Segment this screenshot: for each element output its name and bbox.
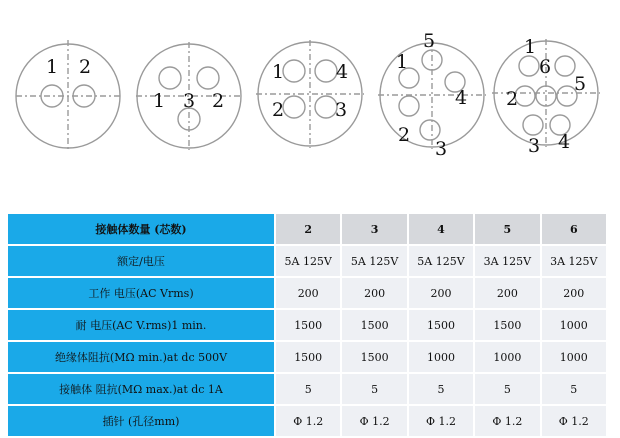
layout-4-pin-diagram	[256, 40, 364, 148]
table-cell: 3A 125V	[474, 245, 540, 277]
table-cell: 3A 125V	[541, 245, 607, 277]
table-cell: 200	[275, 277, 341, 309]
table-cell: 5	[341, 373, 407, 405]
table-cell: 200	[408, 277, 474, 309]
row-label: 工作 电压(AC Vrms)	[7, 277, 275, 309]
row-label: 插针 (孔径mm)	[7, 405, 275, 437]
header-label: 接触体数量 (芯数)	[7, 213, 275, 245]
pin-label: 2	[272, 99, 285, 121]
pin-label: 4	[558, 131, 571, 153]
header-cell: 4	[408, 213, 474, 245]
table-cell: 200	[341, 277, 407, 309]
table-cell: Φ 1.2	[408, 405, 474, 437]
table-row	[7, 405, 607, 437]
table-cell: 200	[541, 277, 607, 309]
table-header-row	[7, 213, 607, 245]
pin-label: 2	[79, 56, 92, 78]
connector-spec-table	[6, 212, 608, 438]
header-cell: 3	[341, 213, 407, 245]
pin-label: 1	[153, 90, 166, 112]
table-cell: 1000	[474, 341, 540, 373]
layout-5-pin-diagram	[378, 41, 486, 149]
pin-label: 1	[46, 56, 59, 78]
table-cell: 1500	[275, 341, 341, 373]
connector-layout-diagrams	[0, 0, 620, 200]
table-row	[7, 309, 607, 341]
pin-label: 6	[539, 56, 552, 78]
pin-label: 2	[212, 90, 225, 112]
pin-label: 1	[524, 36, 537, 58]
table-cell: 1000	[408, 341, 474, 373]
layout-2-pin-diagram	[16, 40, 120, 152]
table-cell: 1500	[474, 309, 540, 341]
row-label: 额定/电压	[7, 245, 275, 277]
header-cell: 5	[474, 213, 540, 245]
table-cell: Φ 1.2	[474, 405, 540, 437]
header-cell: 6	[541, 213, 607, 245]
table-cell: 5	[541, 373, 607, 405]
table-cell: Φ 1.2	[275, 405, 341, 437]
table-row	[7, 277, 607, 309]
table-cell: 1000	[541, 309, 607, 341]
pin-label: 3	[335, 99, 348, 121]
pin-label: 4	[455, 87, 468, 109]
table-cell: 1000	[541, 341, 607, 373]
table-cell: 1500	[275, 309, 341, 341]
table-cell: Φ 1.2	[541, 405, 607, 437]
table-cell: 1500	[341, 309, 407, 341]
table-cell: 5A 125V	[275, 245, 341, 277]
pin-label: 3	[435, 138, 448, 160]
pin-label: 3	[183, 90, 196, 112]
table-row	[7, 341, 607, 373]
row-label: 绝缘体阻抗(MΩ min.)at dc 500V	[7, 341, 275, 373]
table-cell: Φ 1.2	[341, 405, 407, 437]
table-cell: 5	[275, 373, 341, 405]
table-cell: 200	[474, 277, 540, 309]
pin-label: 3	[528, 135, 541, 157]
pin-label: 2	[506, 88, 519, 110]
table-cell: 5A 125V	[408, 245, 474, 277]
table-row	[7, 245, 607, 277]
table-cell: 5A 125V	[341, 245, 407, 277]
pin-label: 5	[423, 30, 436, 52]
pin-label: 1	[272, 61, 285, 83]
table-cell: 1500	[408, 309, 474, 341]
row-label: 耐 电压(AC V.rms)1 min.	[7, 309, 275, 341]
table-cell: 5	[408, 373, 474, 405]
pin-label: 1	[396, 51, 409, 73]
pin-label: 4	[336, 61, 349, 83]
pin-label: 5	[574, 73, 587, 95]
pin-label: 2	[398, 124, 411, 146]
table-row	[7, 373, 607, 405]
table-cell: 1500	[341, 341, 407, 373]
row-label: 接触体 阻抗(MΩ max.)at dc 1A	[7, 373, 275, 405]
header-cell: 2	[275, 213, 341, 245]
table-cell: 5	[474, 373, 540, 405]
